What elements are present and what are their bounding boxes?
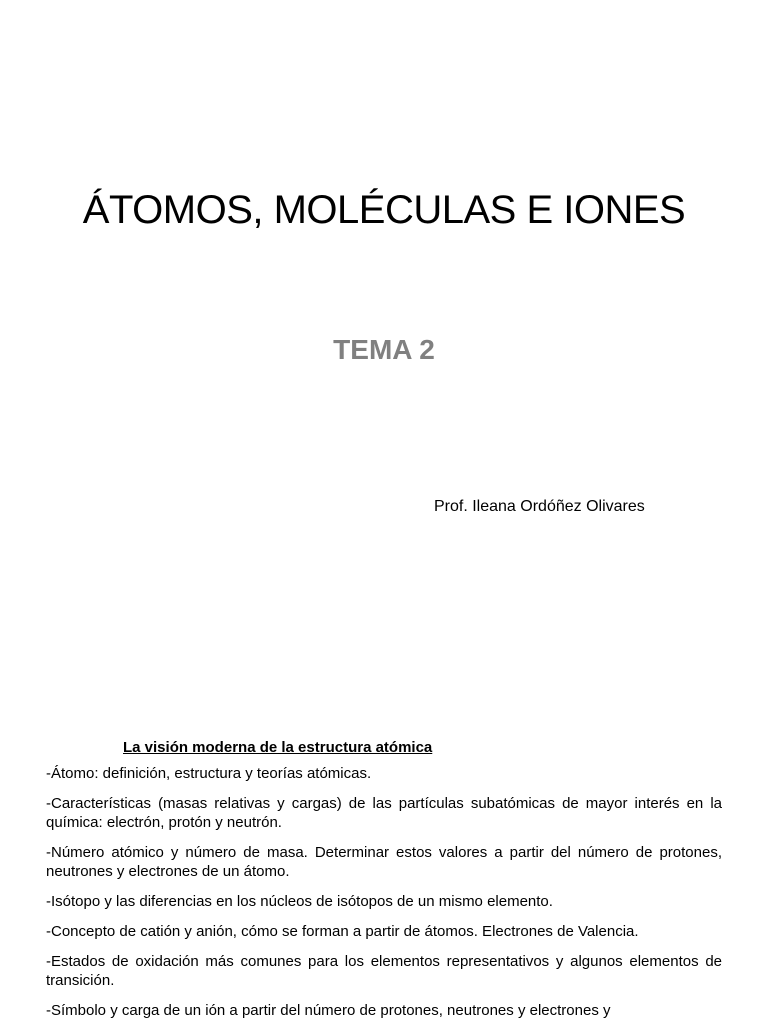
slide-author: Prof. Ileana Ordóñez Olivares (434, 498, 645, 515)
notes-item: -Número atómico y número de masa. Determinar estos valores a partir del número de protones, neutrones y electrones de un átomo. (46, 844, 722, 880)
slide-title: ÁTOMOS, MOLÉCULAS E IONES (82, 188, 686, 232)
slide-subtitle: TEMA 2 (333, 334, 435, 365)
notes-item: -Átomo: definición, estructura y teorías atómicas. (46, 765, 372, 782)
notes-heading: La visión moderna de la estructura atómica (123, 739, 433, 756)
notes-item: -Isótopo y las diferencias en los núcleos de isótopos de un mismo elemento. (46, 893, 553, 910)
notes-item: -Estados de oxidación más comunes para los elementos representativos y algunos elementos de transición. (46, 953, 722, 989)
notes-item: -Concepto de catión y anión, cómo se forman a partir de átomos. Electrones de Valencia. (46, 923, 639, 940)
notes-section (46, 738, 722, 1031)
notes-item: -Símbolo y carga de un ión a partir del número de protones, neutrones y electrones y (46, 1002, 611, 1019)
notes-item: -Características (masas relativas y cargas) de las partículas subatómicas de mayor interés en la química: electrón, protón y neutrón. (46, 795, 722, 831)
